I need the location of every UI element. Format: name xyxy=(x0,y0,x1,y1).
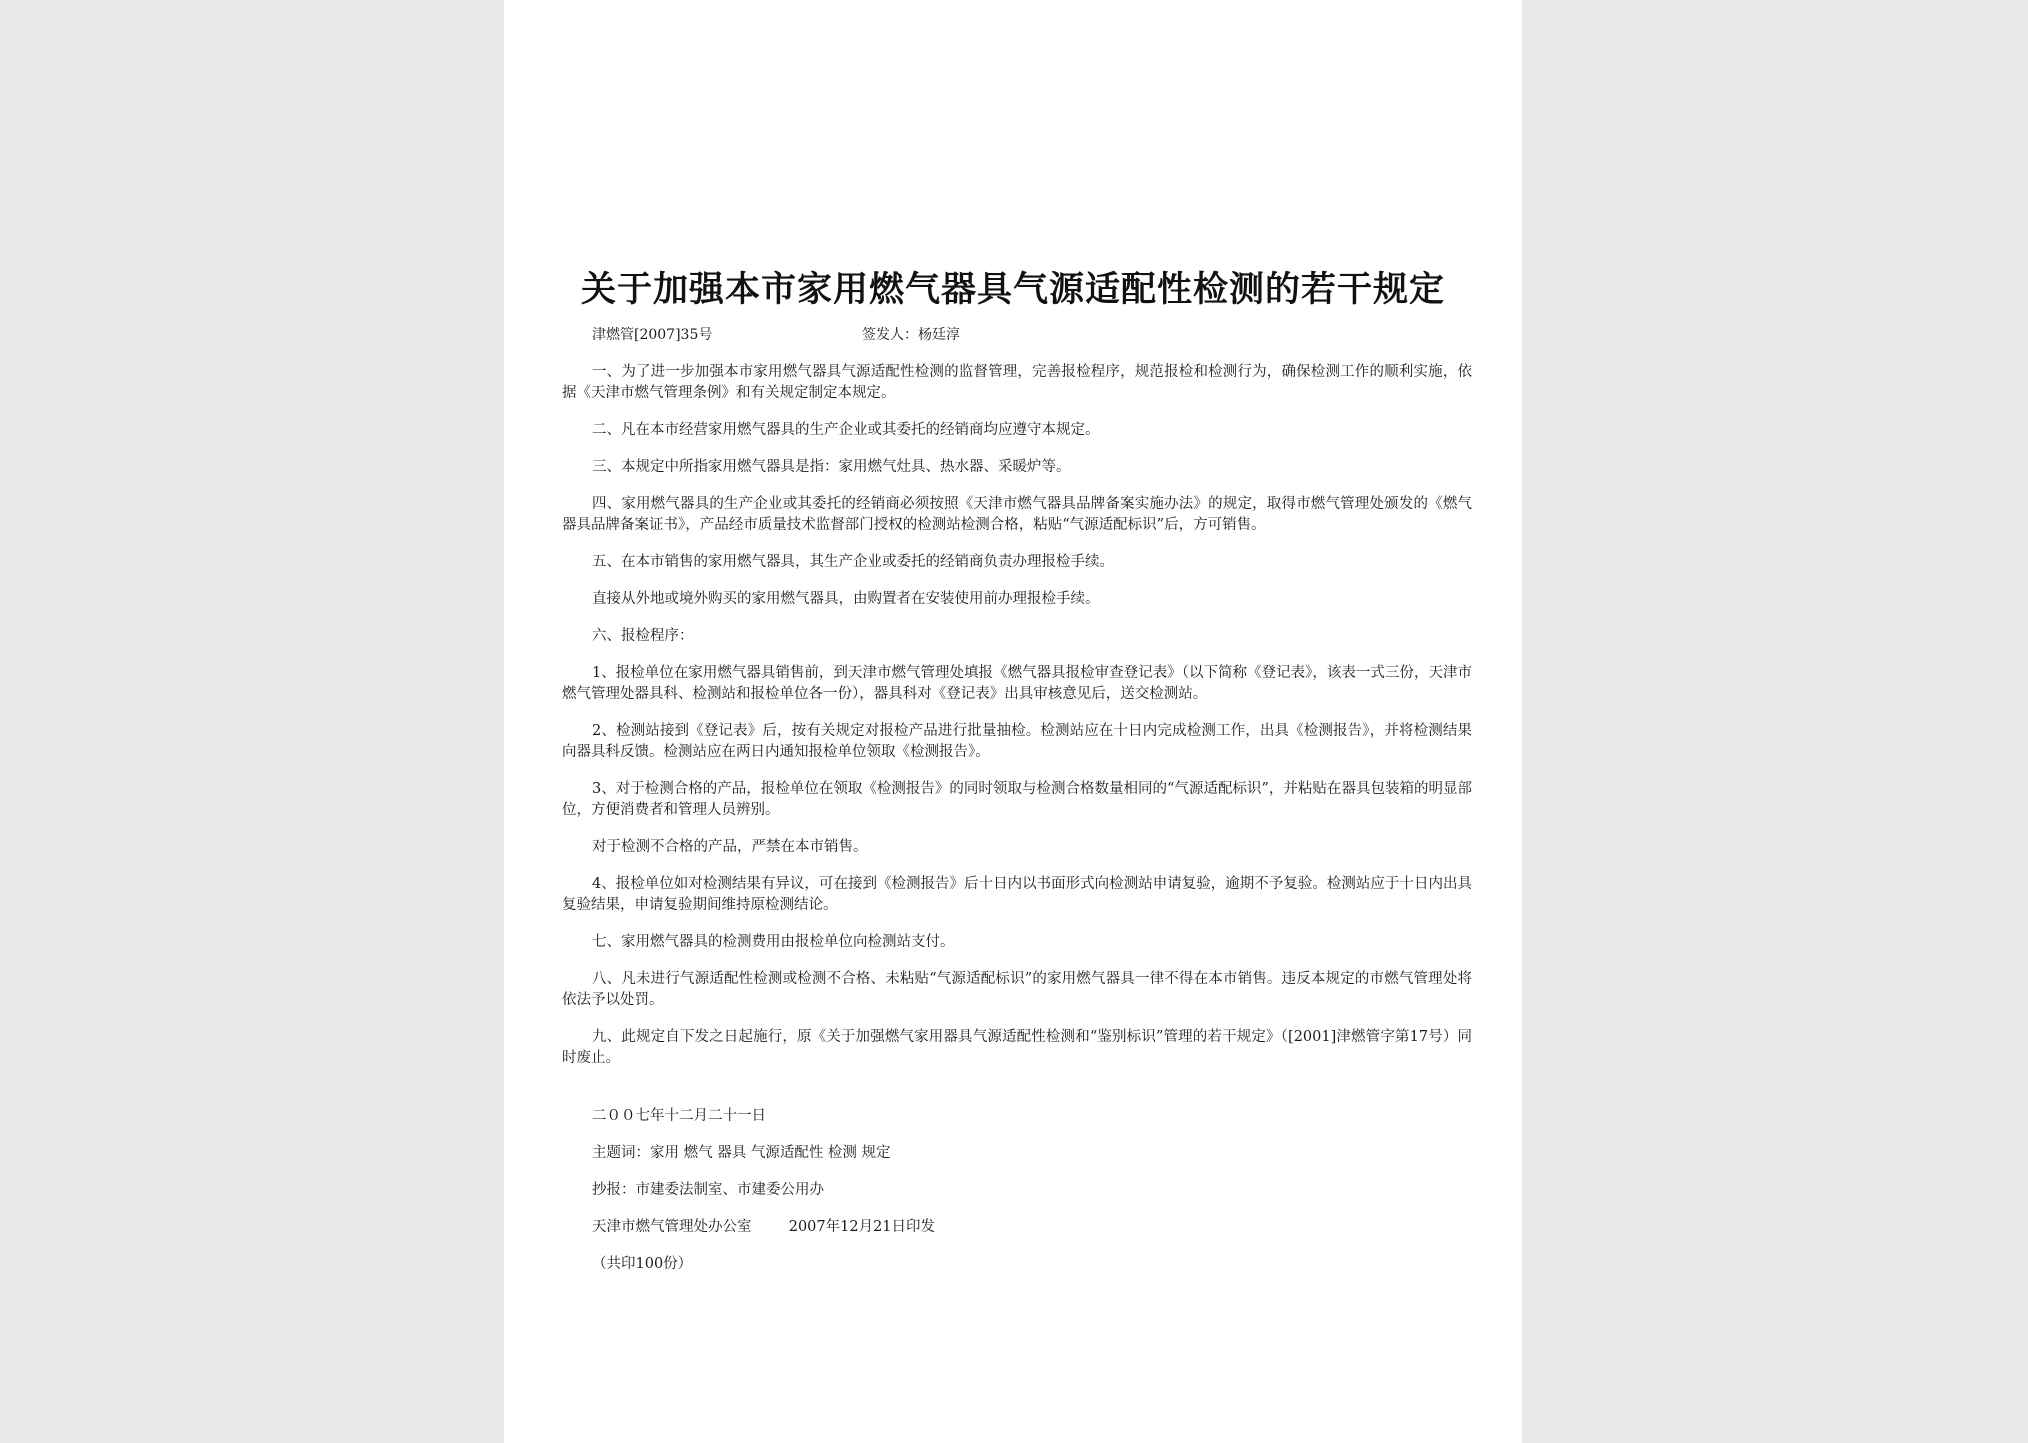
document-number: 津燃管[2007]35号 xyxy=(592,327,713,343)
document-page xyxy=(504,0,1522,1443)
paragraph: 一、为了进一步加强本市家用燃气器具气源适配性检测的监督管理，完善报检程序，规范报检和检测行为，确保检测工作的顺利实施，依据《天津市燃气管理条例》和有关规定制定本规定。 xyxy=(562,364,1472,401)
issuer-line xyxy=(592,1215,935,1236)
paragraph: 2、检测站接到《登记表》后，按有关规定对报检产品进行批量抽检。检测站应在十日内完成检测工作，出具《检测报告》，并将检测结果向器具科反馈。检测站应在两日内通知报检单位领取《检测报告》。 xyxy=(562,723,1472,760)
paragraph: 六、报检程序： xyxy=(592,628,694,644)
paragraph: 九、此规定自下发之日起施行，原《关于加强燃气家用器具气源适配性检测和“鉴别标识”管理的若干规定》（[2001]津燃管字第17号）同时废止。 xyxy=(562,1029,1472,1066)
issuer: 天津市燃气管理处办公室 xyxy=(592,1219,752,1235)
paragraph: 对于检测不合格的产品，严禁在本市销售。 xyxy=(592,839,868,855)
document-title: 关于加强本市家用燃气器具气源适配性检测的若干规定 xyxy=(580,269,1445,310)
paragraph: 1、报检单位在家用燃气器具销售前，到天津市燃气管理处填报《燃气器具报检审查登记表》（以下简称《登记表》，该表一式三份，天津市燃气管理处器具科、检测站和报检单位各一份），器具科对《登记表》出具审核意见后，送交检测站。 xyxy=(562,665,1472,702)
paragraph: 八、凡未进行气源适配性检测或检测不合格、未粘贴“气源适配标识”的家用燃气器具一律不得在本市销售。违反本规定的市燃气管理处将依法予以处罚。 xyxy=(562,971,1472,1008)
copies-note: （共印100份） xyxy=(592,1256,693,1272)
paragraph: 二、凡在本市经营家用燃气器具的生产企业或其委托的经销商均应遵守本规定。 xyxy=(592,422,1100,438)
cc-line: 抄报：市建委法制室、市建委公用办 xyxy=(592,1182,824,1198)
paragraph: 直接从外地或境外购买的家用燃气器具，由购置者在安装使用前办理报检手续。 xyxy=(592,591,1100,607)
signer: 签发人：杨廷淳 xyxy=(862,327,960,343)
document-body xyxy=(562,362,1472,1085)
paragraph: 四、家用燃气器具的生产企业或其委托的经销商必须按照《天津市燃气器具品牌备案实施办法》的规定，取得市燃气管理处颁发的《燃气器具品牌备案证书》，产品经市质量技术监督部门授权的检测站检测合格，粘贴“气源适配标识”后，方可销售。 xyxy=(562,496,1472,533)
paragraph: 三、本规定中所指家用燃气器具是指：家用燃气灶具、热水器、采暖炉等。 xyxy=(592,459,1071,475)
paragraph: 五、在本市销售的家用燃气器具，其生产企业或委托的经销商负责办理报检手续。 xyxy=(592,554,1114,570)
paragraph: 七、家用燃气器具的检测费用由报检单位向检测站支付。 xyxy=(592,934,955,950)
paragraph: 3、对于检测合格的产品，报检单位在领取《检测报告》的同时领取与检测合格数量相同的“气源适配标识”，并粘贴在器具包装箱的明显部位，方便消费者和管理人员辨别。 xyxy=(562,781,1472,818)
keywords-line: 主题词：家用 燃气 器具 气源适配性 检测 规定 xyxy=(592,1145,891,1161)
document-date: 二００七年十二月二十一日 xyxy=(592,1108,766,1124)
paragraph: 4、报检单位如对检测结果有异议，可在接到《检测报告》后十日内以书面形式向检测站申请复验，逾期不予复验。检测站应于十日内出具复验结果，申请复验期间维持原检测结论。 xyxy=(562,876,1472,913)
issue-date: 2007年12月21日印发 xyxy=(788,1219,936,1235)
